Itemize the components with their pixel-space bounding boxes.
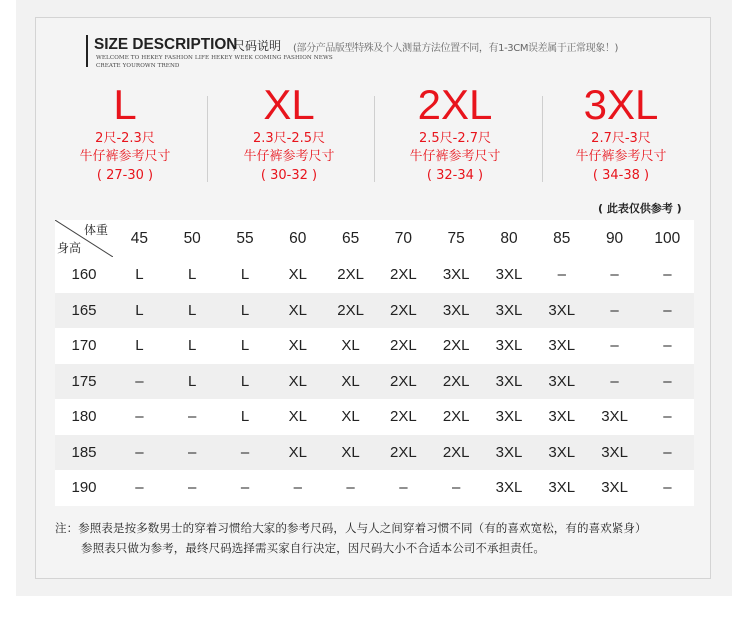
size-cell: XL xyxy=(288,408,307,425)
size-range: 2.5尺-2.7尺 xyxy=(418,131,492,146)
size-cell: 3XL xyxy=(548,372,576,390)
size-cell: – xyxy=(452,479,461,496)
jeans-label: 牛仔裤参考尺寸 xyxy=(575,149,667,164)
size-cell: L xyxy=(240,408,250,425)
size-cell: XL xyxy=(341,443,360,461)
size-cell: – xyxy=(188,408,197,425)
size-cell: – xyxy=(346,479,355,496)
waist-range: ( 30-32 ) xyxy=(260,168,318,183)
size-divider xyxy=(542,96,543,182)
size-cell: XL xyxy=(341,337,360,354)
size-cell: – xyxy=(240,479,250,496)
table-body xyxy=(55,257,694,506)
waist-range: ( 27-30 ) xyxy=(96,168,154,183)
header-title-cn: 尺码说明 xyxy=(233,39,282,53)
size-cell: L xyxy=(188,301,197,319)
weight-header: 80 xyxy=(500,230,518,247)
size-cell: XL xyxy=(288,266,307,283)
height-value: 180 xyxy=(71,408,97,425)
size-cell: 3XL xyxy=(548,301,576,319)
size-cell: XL xyxy=(288,337,307,354)
reference-note: ( 此表仅供参考 ) xyxy=(598,202,682,215)
header-title: SIZE DESCRIPTION xyxy=(94,36,238,53)
weight-header: 85 xyxy=(553,230,571,247)
size-card-l xyxy=(50,80,200,186)
size-cell: – xyxy=(663,301,672,319)
header-subtitle-line2: CREATE YOUROWN TREND xyxy=(96,63,180,69)
size-cell: – xyxy=(663,408,672,425)
size-cell: – xyxy=(663,372,672,390)
size-cell: L xyxy=(135,266,144,283)
size-cell: 3XL xyxy=(495,443,523,461)
size-table xyxy=(55,220,694,506)
weight-axis-label: 体重 xyxy=(84,223,109,237)
size-cell: L xyxy=(188,266,197,283)
size-cell: L xyxy=(240,266,250,283)
size-cell: 3XL xyxy=(495,372,523,390)
weight-header: 100 xyxy=(654,230,681,247)
size-cell: 2XL xyxy=(390,443,417,461)
size-cell: 3XL xyxy=(442,266,470,283)
size-cell: XL xyxy=(288,301,307,319)
size-cell: – xyxy=(293,479,302,496)
height-value: 175 xyxy=(71,372,97,390)
size-letter: 2XL xyxy=(417,81,493,128)
height-value: 160 xyxy=(71,266,97,283)
height-axis-label: 身高 xyxy=(57,241,82,255)
table-corner-cell xyxy=(55,220,113,257)
size-cell: L xyxy=(240,337,250,354)
weight-header: 60 xyxy=(289,230,307,247)
size-cell: – xyxy=(135,372,144,390)
size-cell: – xyxy=(663,266,672,283)
waist-range: ( 32-34 ) xyxy=(426,168,484,183)
size-letter: 3XL xyxy=(583,81,659,128)
height-value: 165 xyxy=(71,301,97,319)
size-cell: 3XL xyxy=(601,443,628,461)
size-cell: 3XL xyxy=(548,408,576,425)
header-subtitle-line1: WELCOME TO HEKEY FASHION LIFE HEKEY WEEK COMING FASHION NEWS xyxy=(96,55,333,61)
size-cell: L xyxy=(188,372,197,390)
weight-header: 75 xyxy=(447,230,465,247)
size-cell: – xyxy=(663,443,672,461)
size-range: 2.7尺-3尺 xyxy=(591,131,651,146)
size-cell: 3XL xyxy=(601,408,628,425)
weight-header: 65 xyxy=(341,230,360,247)
size-cell: L xyxy=(135,337,144,354)
size-divider xyxy=(374,96,375,182)
table-row xyxy=(55,399,694,435)
size-cell: 2XL xyxy=(390,301,417,319)
size-cell: 2XL xyxy=(390,408,417,425)
size-cell: 2XL xyxy=(390,337,417,354)
footnote-line2: 参照表只做为参考，最终尺码选择需买家自行决定，因尺码大小不合适本公司不承担责任。 xyxy=(81,541,545,555)
size-cell: – xyxy=(135,443,144,461)
size-cell: – xyxy=(610,266,619,283)
table-row xyxy=(55,364,694,400)
size-cell: – xyxy=(135,408,144,425)
size-cell: – xyxy=(188,479,197,496)
size-cell: XL xyxy=(341,372,360,390)
height-value: 190 xyxy=(71,479,97,496)
footnote-line1: 注：参照表是按多数男士的穿着习惯给大家的参考尺码，人与人之间穿着习惯不同（有的喜欢宽松，有的喜欢紧身） xyxy=(55,521,647,535)
size-cell: 2XL xyxy=(442,443,470,461)
size-cell: 2XL xyxy=(337,266,364,283)
size-cell: 3XL xyxy=(601,479,628,496)
size-card-xl xyxy=(214,80,364,186)
size-letter: XL xyxy=(263,81,315,128)
header-accent-bar xyxy=(86,35,88,67)
size-cell: – xyxy=(663,479,672,496)
height-value: 170 xyxy=(71,337,97,354)
size-cell: L xyxy=(135,301,144,319)
size-cell: 2XL xyxy=(442,337,470,354)
jeans-label: 牛仔裤参考尺寸 xyxy=(243,149,335,164)
size-cell: L xyxy=(188,337,197,354)
size-range: 2尺-2.3尺 xyxy=(95,131,155,146)
weight-header: 90 xyxy=(605,230,624,247)
size-cell: – xyxy=(188,443,197,461)
size-cell: L xyxy=(240,301,250,319)
size-cell: – xyxy=(610,337,619,354)
weight-header: 45 xyxy=(130,230,149,247)
weight-header: 55 xyxy=(236,230,254,247)
size-range: 2.3尺-2.5尺 xyxy=(252,131,326,146)
weight-header: 50 xyxy=(183,230,201,247)
size-cell: 3XL xyxy=(548,337,576,354)
size-letter: L xyxy=(113,81,137,128)
height-value: 185 xyxy=(71,443,97,461)
size-cell: 3XL xyxy=(495,301,523,319)
size-cell: – xyxy=(240,443,250,461)
size-cell: – xyxy=(135,479,144,496)
size-cell: 2XL xyxy=(442,372,470,390)
size-cell: XL xyxy=(288,443,307,461)
header-note: (部分产品版型特殊及个人测量方法位置不同，有1-3CM误差属于正常现象！) xyxy=(293,43,618,54)
waist-range: ( 34-38 ) xyxy=(592,168,650,183)
jeans-label: 牛仔裤参考尺寸 xyxy=(79,149,171,164)
size-cell: 3XL xyxy=(548,479,576,496)
size-cell: XL xyxy=(341,408,360,425)
size-cell: – xyxy=(399,479,408,496)
table-row xyxy=(55,328,694,364)
size-cell: – xyxy=(610,372,619,390)
table-row xyxy=(55,470,694,506)
size-cell: – xyxy=(610,301,619,319)
size-cell: 2XL xyxy=(390,372,417,390)
size-cell: – xyxy=(663,337,672,354)
size-cell: 3XL xyxy=(548,443,576,461)
table-header-row xyxy=(55,220,694,257)
size-divider xyxy=(207,96,208,182)
weight-header: 70 xyxy=(394,230,412,247)
jeans-label: 牛仔裤参考尺寸 xyxy=(409,149,501,164)
size-card-3xl xyxy=(546,80,696,186)
size-cell: – xyxy=(557,266,566,283)
size-cell: L xyxy=(240,372,250,390)
size-card-2xl xyxy=(380,80,530,186)
size-cell: 2XL xyxy=(337,301,364,319)
table-row xyxy=(55,257,694,293)
size-cell: XL xyxy=(288,372,307,390)
size-cell: 3XL xyxy=(495,337,523,354)
table-row xyxy=(55,293,694,329)
table-row xyxy=(55,435,694,471)
size-cell: 2XL xyxy=(390,266,417,283)
size-cell: 3XL xyxy=(442,301,470,319)
size-cell: 3XL xyxy=(495,479,523,496)
size-cell: 2XL xyxy=(442,408,470,425)
size-cell: 3XL xyxy=(495,408,523,425)
size-cell: 3XL xyxy=(495,266,523,283)
